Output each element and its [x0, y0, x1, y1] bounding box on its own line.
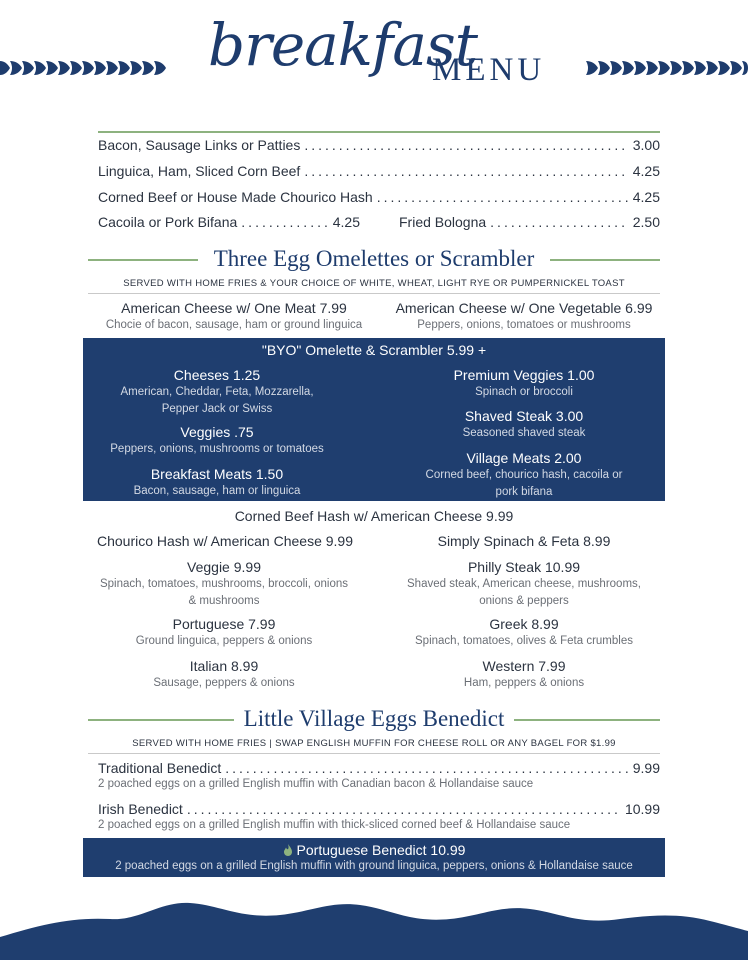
item-desc: Pepper Jack or Swiss: [161, 403, 273, 415]
item-name: Breakfast Meats 1.50: [150, 466, 284, 482]
item-desc: Spinach, tomatoes, olives & Feta crumbles: [415, 635, 633, 647]
menu-line: [98, 163, 660, 179]
divider: [88, 753, 660, 754]
item-price: 4.25: [332, 214, 360, 230]
item-price: 3.00: [632, 137, 660, 153]
item-price: 10.99: [624, 801, 660, 817]
flame-icon: [283, 844, 293, 856]
featured-benedict-panel: [83, 838, 665, 877]
section-title-omelettes: Three Egg Omelettes or Scrambler: [213, 246, 535, 271]
item-desc: onions & peppers: [479, 595, 569, 607]
menu-item: [398, 533, 650, 549]
item-name: Portuguese Benedict 10.99: [296, 842, 466, 858]
item-desc: Peppers, onions, tomatoes or mushrooms: [417, 319, 631, 331]
item-desc: Ham, peppers & onions: [463, 677, 585, 689]
item-desc: Peppers, onions, mushrooms or tomatoes: [110, 443, 324, 455]
item-desc: Spinach, tomatoes, mushrooms, broccoli, onions: [99, 578, 348, 590]
item-name: Cheeses 1.25: [173, 367, 261, 383]
menu-item: [398, 616, 650, 649]
byo-panel: [83, 338, 665, 501]
item-name: Simply Spinach & Feta 8.99: [437, 533, 611, 549]
title-menu: MENU: [432, 52, 546, 88]
item-name: American Cheese w/ One Meat 7.99: [121, 300, 347, 316]
menu-item: [0, 508, 748, 524]
menu-item: [84, 658, 364, 691]
menu-item: [403, 367, 645, 400]
item-desc: pork bifana: [495, 486, 553, 498]
item-desc: American, Cheddar, Feta, Mozzarella,: [120, 386, 314, 398]
menu-item: [84, 300, 384, 333]
item-name: Irish Benedict: [98, 801, 183, 817]
item-name: Veggies .75: [180, 424, 254, 440]
benedict-note: SERVED WITH HOME FRIES | SWAP ENGLISH MUFFIN FOR CHEESE ROLL OR ANY BAGEL FOR $1.99: [132, 738, 616, 749]
menu-item: [403, 450, 645, 500]
item-price: 2.50: [632, 214, 660, 230]
menu-item: [398, 658, 650, 691]
item-desc: 2 poached eggs on a grilled English muffin with thick-sliced corned beef & Hollandaise sauce: [98, 819, 571, 831]
menu-line: [98, 214, 360, 230]
menu-line: [98, 137, 660, 153]
menu-item: [84, 533, 366, 549]
item-name: Cacoila or Pork Bifana: [98, 214, 238, 230]
item-desc: Ground linguica, peppers & onions: [135, 635, 313, 647]
item-price: 9.99: [632, 760, 660, 776]
item-name: American Cheese w/ One Vegetable 6.99: [395, 300, 653, 316]
menu-item: [384, 300, 664, 333]
menu-item: [83, 367, 351, 417]
item-desc: Shaved steak, American cheese, mushrooms,: [407, 578, 641, 590]
rope-border-left: [0, 57, 170, 79]
featured-name-row: [83, 842, 665, 858]
rope-border-right: [584, 57, 748, 79]
menu-line: [98, 189, 660, 205]
menu-item: [403, 408, 645, 441]
item-name: Chourico Hash w/ American Cheese 9.99: [96, 533, 354, 549]
menu-item: [83, 466, 351, 499]
menu-line: [399, 214, 660, 230]
item-desc: Sausage, peppers & onions: [153, 677, 295, 689]
item-name: Village Meats 2.00: [466, 450, 582, 466]
item-name: Fried Bologna: [399, 214, 487, 230]
menu-line: [98, 801, 660, 817]
item-price: 4.25: [632, 163, 660, 179]
item-name: Veggie 9.99: [187, 559, 261, 575]
item-desc: & mushrooms: [188, 595, 260, 607]
item-desc: 2 poached eggs on a grilled English muffin with Canadian bacon & Hollandaise sauce: [98, 778, 534, 790]
menu-item: [84, 559, 364, 609]
menu-item: [398, 559, 650, 609]
item-name: Traditional Benedict: [98, 760, 222, 776]
omelette-note: SERVED WITH HOME FRIES & YOUR CHOICE OF WHITE, WHEAT, LIGHT RYE OR PUMPERNICKEL TOAST: [123, 278, 625, 289]
item-desc: 2 poached eggs on a grilled English muffin with ground linguica, peppers, onions & Hollandaise sauce: [115, 860, 633, 872]
title-script: breakfast: [208, 11, 478, 79]
item-desc: Spinach or broccoli: [475, 386, 573, 398]
item-desc: Corned beef, chourico hash, cacoila or: [425, 469, 623, 481]
item-name: Greek 8.99: [489, 616, 559, 632]
item-price: 4.25: [632, 189, 660, 205]
item-name: Corned Beef Hash w/ American Cheese 9.99: [234, 508, 514, 524]
section-title-benedict: Little Village Eggs Benedict: [243, 706, 505, 731]
divider: [98, 131, 660, 133]
menu-line: [98, 760, 660, 776]
item-desc: Seasoned shaved steak: [462, 427, 586, 439]
item-name: Italian 8.99: [189, 658, 259, 674]
item-name: Linguica, Ham, Sliced Corn Beef: [98, 163, 301, 179]
item-name: Western 7.99: [482, 658, 566, 674]
item-name: Portuguese 7.99: [172, 616, 276, 632]
item-name: Corned Beef or House Made Chourico Hash: [98, 189, 373, 205]
byo-title: "BYO" Omelette & Scrambler 5.99 +: [261, 342, 487, 358]
item-name: Premium Veggies 1.00: [453, 367, 595, 383]
item-desc: Bacon, sausage, ham or linguica: [133, 485, 301, 497]
divider: [88, 293, 660, 294]
menu-item: [84, 616, 364, 649]
wave-decoration: [0, 895, 748, 960]
item-desc: Chocie of bacon, sausage, ham or ground linguica: [105, 319, 363, 331]
menu-item: [83, 424, 351, 457]
item-name: Shaved Steak 3.00: [464, 408, 584, 424]
item-name: Bacon, Sausage Links or Patties: [98, 137, 301, 153]
item-name: Philly Steak 10.99: [467, 559, 581, 575]
